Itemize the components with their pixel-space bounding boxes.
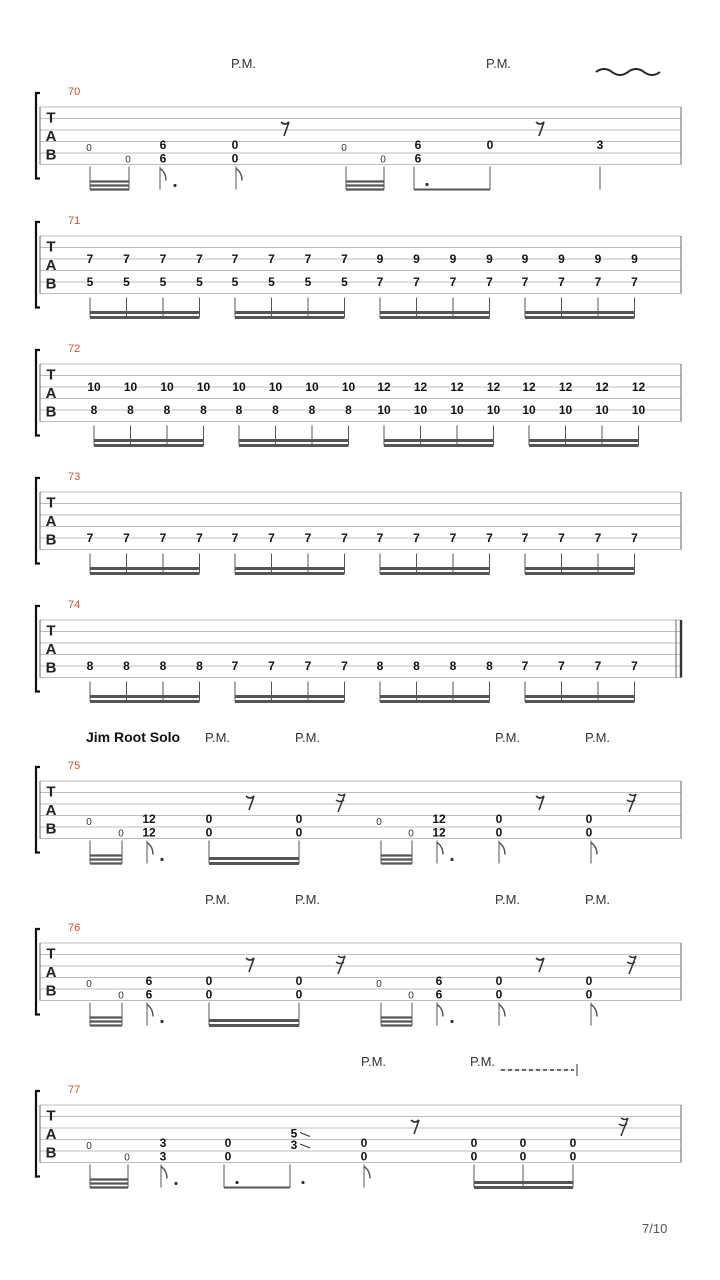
- fret-number: 8: [449, 659, 457, 673]
- fret-number: 3: [290, 1138, 298, 1152]
- tab-letter-a: A: [45, 963, 57, 981]
- fret-number: 7: [341, 531, 348, 545]
- fret-number: 8: [272, 403, 279, 417]
- fret-number: 7: [631, 531, 638, 545]
- fret-number: 7: [594, 275, 602, 289]
- fret-number: 12: [377, 380, 391, 394]
- fret-number: 5: [304, 275, 312, 289]
- fret-number: 0: [495, 987, 503, 1002]
- sixteenth-rest: [627, 956, 636, 974]
- fret-number: 0: [486, 138, 494, 152]
- fret-number: 0: [495, 974, 503, 988]
- measure-number: 75: [68, 760, 81, 772]
- fret-number: 0: [470, 1149, 478, 1164]
- fret-number: 6: [145, 974, 153, 988]
- fret-number: 12: [142, 825, 156, 840]
- fret-number: 7: [341, 659, 348, 673]
- fret-number: 7: [231, 252, 239, 266]
- fret-number: 8: [86, 659, 94, 673]
- fret-number: 8: [90, 403, 98, 417]
- fret-number: 8: [200, 403, 207, 417]
- fret-number: 8: [376, 659, 384, 673]
- fret-number: 7: [486, 531, 493, 545]
- fret-number: 10: [558, 403, 573, 417]
- fret-number: 10: [232, 380, 246, 394]
- fret-number: 8: [127, 403, 134, 417]
- fret-number: 10: [522, 403, 536, 417]
- fret-number: 8: [196, 659, 203, 673]
- palm-mute-label: P.M.: [486, 56, 512, 71]
- fret-number: 0: [224, 1136, 232, 1150]
- eighth-rest: [281, 122, 289, 136]
- fret-number: 0: [86, 979, 92, 990]
- fret-number: 7: [231, 531, 239, 545]
- note-flag: [147, 1005, 153, 1017]
- fret-number: 10: [631, 403, 646, 417]
- fret-number: 5: [196, 275, 203, 289]
- tab-letter-a: A: [45, 512, 57, 530]
- measure-number: 70: [68, 86, 81, 98]
- fret-number: 0: [519, 1149, 527, 1164]
- fret-number: 10: [413, 403, 428, 417]
- fret-number: 0: [231, 138, 239, 152]
- palm-mute-label: P.M.: [295, 892, 321, 907]
- fret-number: 7: [376, 275, 384, 289]
- eighth-rest: [536, 122, 544, 136]
- fret-number: 12: [595, 380, 609, 394]
- fret-number: 7: [594, 659, 602, 673]
- measure-number: 74: [68, 599, 81, 611]
- fret-number: 7: [123, 531, 130, 545]
- fret-number: 7: [231, 659, 239, 673]
- fret-number: 7: [521, 531, 529, 545]
- fret-number: 0: [495, 825, 503, 840]
- fret-number: 3: [159, 1136, 167, 1150]
- fret-number: 5: [268, 275, 275, 289]
- tab-letter-a: A: [45, 640, 57, 658]
- fret-number: 12: [432, 825, 446, 840]
- fret-number: 8: [235, 403, 243, 417]
- tab-letter-b: B: [45, 403, 57, 421]
- tab-letter-b: B: [45, 820, 57, 838]
- tab-letter-a: A: [45, 256, 57, 274]
- tab-letter-b: B: [45, 659, 57, 677]
- palm-mute-label: P.M.: [295, 730, 321, 745]
- fret-number: 7: [341, 252, 348, 266]
- fret-number: 7: [449, 531, 457, 545]
- fret-number: 10: [87, 380, 101, 394]
- fret-number: 5: [231, 275, 239, 289]
- fret-number: 8: [159, 659, 167, 673]
- dot: [160, 858, 163, 861]
- fret-number: 10: [341, 380, 356, 394]
- fret-number: 7: [268, 531, 275, 545]
- fret-number: 0: [295, 812, 303, 826]
- fret-number: 7: [631, 275, 638, 289]
- fret-number: 0: [118, 990, 124, 1002]
- fret-number: 7: [521, 659, 529, 673]
- measure-number: 77: [68, 1084, 81, 1096]
- fret-number: 3: [596, 138, 604, 152]
- eighth-rest: [536, 958, 544, 972]
- fret-number: 12: [432, 812, 446, 826]
- fret-number: 6: [435, 974, 443, 988]
- slide-mark: [300, 1133, 310, 1137]
- dot: [450, 1020, 453, 1023]
- fret-number: 12: [631, 380, 646, 394]
- eighth-rest: [246, 796, 254, 810]
- fret-number: 0: [495, 812, 503, 826]
- fret-number: 0: [205, 987, 213, 1002]
- fret-number: 0: [569, 1149, 577, 1164]
- staff-bracket: [36, 222, 40, 308]
- section-label: Jim Root Solo: [86, 729, 181, 745]
- staff-bracket: [36, 929, 40, 1015]
- fret-number: 7: [413, 531, 420, 545]
- fret-number: 10: [160, 380, 174, 394]
- dot: [450, 858, 453, 861]
- fret-number: 7: [268, 659, 275, 673]
- note-flag: [437, 843, 443, 855]
- fret-number: 6: [159, 138, 167, 152]
- tab-letter-t: T: [46, 1107, 56, 1125]
- fret-number: 7: [376, 531, 384, 545]
- sixteenth-rest: [336, 956, 345, 974]
- fret-number: 0: [376, 817, 382, 828]
- note-flag: [160, 169, 166, 181]
- fret-number: 7: [196, 252, 203, 266]
- fret-number: 0: [86, 143, 92, 154]
- fret-number: 0: [585, 825, 593, 840]
- fret-number: 10: [196, 380, 211, 394]
- staff-bracket: [36, 478, 40, 564]
- sixteenth-rest: [627, 794, 636, 812]
- tab-letter-a: A: [45, 127, 57, 145]
- page-number: 7/10: [642, 1221, 668, 1236]
- fret-number: 0: [224, 1149, 232, 1164]
- note-flag: [499, 1005, 505, 1017]
- staff-bracket: [36, 350, 40, 436]
- fret-number: 7: [268, 252, 275, 266]
- fret-number: 7: [159, 531, 167, 545]
- fret-number: 9: [413, 252, 420, 266]
- note-flag: [499, 843, 505, 855]
- fret-number: 0: [205, 812, 213, 826]
- fret-number: 9: [376, 252, 384, 266]
- fret-number: 0: [585, 987, 593, 1002]
- fret-number: 9: [631, 252, 638, 266]
- fret-number: 5: [341, 275, 348, 289]
- fret-number: 0: [519, 1136, 527, 1150]
- fret-number: 0: [341, 143, 347, 154]
- staff-bracket: [36, 606, 40, 692]
- fret-number: 10: [268, 380, 283, 394]
- staff-bracket: [36, 93, 40, 179]
- fret-number: 0: [408, 828, 414, 840]
- note-flag: [591, 1005, 597, 1017]
- fret-number: 8: [163, 403, 171, 417]
- fret-number: 9: [449, 252, 457, 266]
- fret-number: 12: [413, 380, 428, 394]
- vibrato-wavy-line: [596, 69, 660, 75]
- fret-number: 10: [377, 403, 391, 417]
- fret-number: 7: [486, 275, 493, 289]
- dot: [174, 1182, 177, 1185]
- palm-mute-label: P.M.: [205, 892, 231, 907]
- fret-number: 7: [86, 252, 94, 266]
- sixteenth-rest: [336, 794, 345, 812]
- note-flag: [591, 843, 597, 855]
- note-flag: [437, 1005, 443, 1017]
- fret-number: 8: [345, 403, 352, 417]
- tab-letter-b: B: [45, 1144, 57, 1162]
- fret-number: 9: [558, 252, 565, 266]
- palm-mute-label: P.M.: [470, 1054, 496, 1069]
- tab-letter-a: A: [45, 384, 57, 402]
- measure-number: 76: [68, 922, 81, 934]
- fret-number: 12: [558, 380, 573, 394]
- fret-number: 9: [594, 252, 602, 266]
- fret-number: 0: [408, 990, 414, 1002]
- palm-mute-label: P.M.: [585, 892, 611, 907]
- eighth-rest: [411, 1120, 419, 1134]
- fret-number: 0: [585, 974, 593, 988]
- fret-number: 0: [376, 979, 382, 990]
- fret-number: 0: [231, 151, 239, 166]
- fret-number: 6: [435, 987, 443, 1002]
- fret-number: 7: [304, 252, 312, 266]
- fret-number: 5: [86, 275, 94, 289]
- dot: [235, 1181, 238, 1184]
- fret-number: 7: [449, 275, 457, 289]
- measure-number: 71: [68, 215, 81, 227]
- tab-letter-t: T: [46, 945, 56, 963]
- fret-number: 0: [124, 1152, 130, 1164]
- fret-number: 8: [486, 659, 493, 673]
- fret-number: 0: [86, 817, 92, 828]
- measure-number: 73: [68, 471, 81, 483]
- tab-letter-b: B: [45, 982, 57, 1000]
- fret-number: 0: [585, 812, 593, 826]
- fret-number: 12: [522, 380, 536, 394]
- eighth-rest: [246, 958, 254, 972]
- fret-number: 12: [142, 812, 156, 826]
- fret-number: 9: [486, 252, 493, 266]
- palm-mute-label: P.M.: [361, 1054, 387, 1069]
- fret-number: 0: [360, 1136, 368, 1150]
- tab-letter-b: B: [45, 146, 57, 164]
- note-flag: [147, 843, 153, 855]
- palm-mute-label: P.M.: [585, 730, 611, 745]
- palm-mute-label: P.M.: [495, 892, 521, 907]
- fret-number: 7: [196, 531, 203, 545]
- fret-number: 9: [521, 252, 529, 266]
- fret-number: 8: [123, 659, 130, 673]
- fret-number: 10: [123, 380, 138, 394]
- sixteenth-rest: [619, 1118, 628, 1136]
- fret-number: 6: [145, 987, 153, 1002]
- fret-number: 0: [295, 974, 303, 988]
- fret-number: 7: [558, 659, 565, 673]
- fret-number: 0: [205, 974, 213, 988]
- fret-number: 10: [450, 403, 464, 417]
- fret-number: 10: [305, 380, 319, 394]
- staff-bracket: [36, 767, 40, 853]
- fret-number: 5: [123, 275, 130, 289]
- tab-letter-t: T: [46, 494, 56, 512]
- fret-number: 6: [414, 138, 422, 152]
- fret-number: 7: [159, 252, 167, 266]
- fret-number: 7: [304, 659, 312, 673]
- tab-letter-t: T: [46, 238, 56, 256]
- fret-number: 0: [360, 1149, 368, 1164]
- note-flag: [161, 1167, 167, 1179]
- palm-mute-label: P.M.: [495, 730, 521, 745]
- fret-number: 0: [118, 828, 124, 840]
- tab-letter-t: T: [46, 109, 56, 127]
- fret-number: 0: [86, 1141, 92, 1152]
- fret-number: 5: [290, 1126, 298, 1141]
- fret-number: 0: [380, 154, 386, 166]
- fret-number: 12: [486, 380, 501, 394]
- note-flag: [236, 169, 242, 181]
- fret-number: 0: [295, 987, 303, 1002]
- dot: [425, 183, 428, 186]
- note-flag: [364, 1167, 370, 1179]
- fret-number: 10: [486, 403, 501, 417]
- eighth-rest: [536, 796, 544, 810]
- fret-number: 10: [595, 403, 609, 417]
- fret-number: 5: [159, 275, 167, 289]
- tab-letter-b: B: [45, 531, 57, 549]
- fret-number: 6: [414, 151, 422, 166]
- tab-letter-a: A: [45, 1125, 57, 1143]
- fret-number: 7: [86, 531, 94, 545]
- palm-mute-label: P.M.: [231, 56, 257, 71]
- dot: [160, 1020, 163, 1023]
- slide-mark: [300, 1144, 310, 1148]
- fret-number: 8: [413, 659, 420, 673]
- fret-number: 7: [123, 252, 130, 266]
- tab-letter-t: T: [46, 366, 56, 384]
- tab-letter-a: A: [45, 801, 57, 819]
- tab-letter-t: T: [46, 783, 56, 801]
- palm-mute-label: P.M.: [205, 730, 231, 745]
- fret-number: 7: [413, 275, 420, 289]
- fret-number: 7: [521, 275, 529, 289]
- tab-letter-b: B: [45, 275, 57, 293]
- fret-number: 8: [308, 403, 316, 417]
- fret-number: 7: [558, 531, 565, 545]
- fret-number: 7: [558, 275, 565, 289]
- fret-number: 0: [569, 1136, 577, 1150]
- dot: [173, 184, 176, 187]
- staff-bracket: [36, 1091, 40, 1177]
- fret-number: 6: [159, 151, 167, 166]
- fret-number: 0: [295, 825, 303, 840]
- fret-number: 12: [450, 380, 464, 394]
- fret-number: 7: [594, 531, 602, 545]
- fret-number: 0: [470, 1136, 478, 1150]
- fret-number: 0: [125, 154, 131, 166]
- fret-number: 7: [304, 531, 312, 545]
- tab-letter-t: T: [46, 622, 56, 640]
- fret-number: 0: [205, 825, 213, 840]
- fret-number: 7: [631, 659, 638, 673]
- fret-number: 3: [159, 1149, 167, 1164]
- dot: [301, 1181, 304, 1184]
- measure-number: 72: [68, 343, 81, 355]
